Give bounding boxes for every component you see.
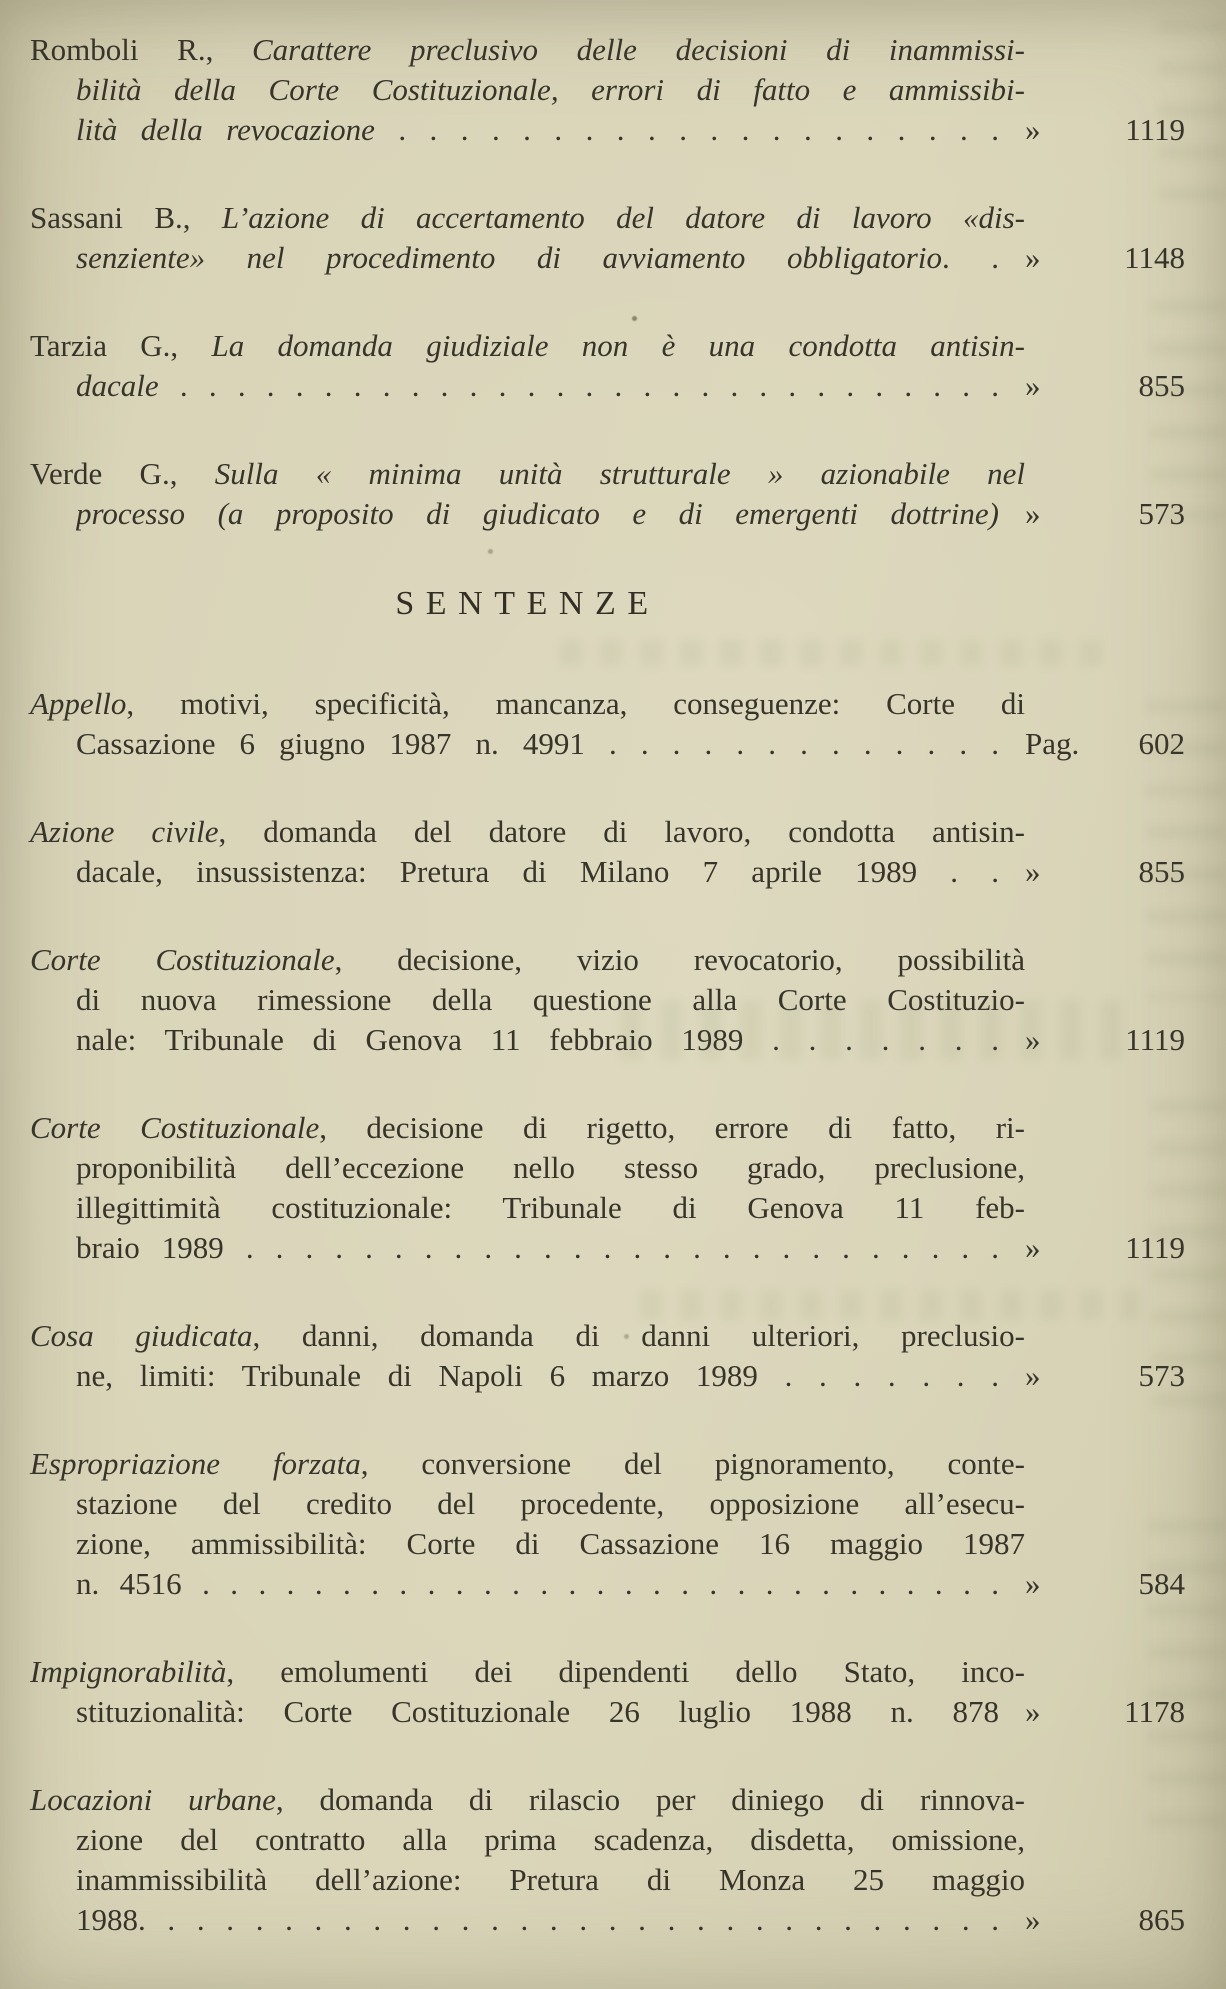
entry-line bbox=[30, 238, 1185, 278]
body-text: Cassazione 6 giugno 1987 n. 4991 bbox=[76, 726, 585, 761]
page-number: 573 bbox=[1138, 1358, 1185, 1393]
page-number: 573 bbox=[1138, 496, 1185, 531]
entry-line bbox=[30, 684, 1025, 724]
entry-line bbox=[30, 366, 1185, 406]
entry-line bbox=[30, 494, 1185, 534]
entry-line bbox=[30, 1188, 1025, 1228]
entry-line bbox=[30, 30, 1025, 70]
body-text: braio 1989 bbox=[76, 1230, 224, 1265]
entry-line bbox=[30, 1484, 1025, 1524]
entry-line bbox=[30, 1564, 1185, 1604]
ref-symbol: » bbox=[1025, 1358, 1041, 1393]
title-text: Sulla « minima unità strutturale » azionabile nel bbox=[214, 456, 1025, 491]
entry-line bbox=[30, 1148, 1025, 1188]
body-text: illegittimità costituzionale: Tribunale di Genova 11 feb- bbox=[76, 1190, 1025, 1225]
entry-line bbox=[30, 198, 1025, 238]
entry-line bbox=[30, 812, 1025, 852]
entry-line bbox=[30, 1228, 1185, 1268]
index-entry bbox=[30, 940, 1185, 1060]
ref-symbol: » bbox=[1025, 1022, 1041, 1057]
entry-line-text bbox=[76, 1900, 1025, 1940]
entry-line bbox=[30, 1108, 1025, 1148]
ref-symbol: » bbox=[1025, 496, 1041, 531]
body-text: . . bbox=[941, 240, 1000, 275]
entry-line bbox=[30, 1820, 1025, 1860]
body-text: , domanda del datore di lavoro, condotta antisin- bbox=[218, 814, 1025, 849]
body-text: , emolumenti dei dipendenti dello Stato, inco- bbox=[226, 1654, 1025, 1689]
entry-line-text bbox=[76, 238, 1025, 278]
title-text: processo (a proposito di giudicato e di emergenti dottrine) bbox=[76, 496, 999, 531]
ink-speck bbox=[624, 1334, 629, 1339]
entry-line-text bbox=[76, 1692, 1025, 1732]
articles-index-section bbox=[30, 30, 1185, 534]
index-entry bbox=[30, 454, 1185, 534]
entry-line bbox=[30, 326, 1025, 366]
entry-line bbox=[30, 1860, 1025, 1900]
ref-symbol: » bbox=[1025, 1902, 1041, 1937]
index-entry bbox=[30, 1316, 1185, 1396]
entry-line bbox=[30, 980, 1025, 1020]
index-entry bbox=[30, 198, 1185, 278]
entry-line bbox=[30, 852, 1185, 892]
body-text: nale: Tribunale di Genova 11 febbraio 1989 bbox=[76, 1022, 744, 1057]
body-text: Romboli R., bbox=[30, 32, 252, 67]
body-text: n. 4516 bbox=[76, 1566, 182, 1601]
entry-line bbox=[30, 1652, 1025, 1692]
index-entry bbox=[30, 812, 1185, 892]
leader-dots: . . . . . . . . . . . . . . . . . . . . bbox=[374, 112, 1000, 147]
entry-line bbox=[30, 1780, 1025, 1820]
body-text: , decisione di rigetto, errore di fatto, ri- bbox=[319, 1110, 1025, 1145]
page-number: 1119 bbox=[1125, 1230, 1185, 1265]
leader-dots: . . . . . . . . . . . . . . . . . . . . . . . . . . . . . bbox=[145, 1902, 999, 1937]
leader-dots: . . . . . . . . . . . . . bbox=[584, 726, 999, 761]
ref-symbol: » bbox=[1025, 1694, 1041, 1729]
ink-speck bbox=[488, 549, 493, 554]
title-text: Corte Costituzionale bbox=[30, 942, 335, 977]
body-text: 1988. bbox=[76, 1902, 146, 1937]
entry-line-text bbox=[76, 110, 1025, 150]
body-text: , decisione, vizio revocatorio, possibilità bbox=[334, 942, 1026, 977]
body-text: stituzionalità: Corte Costituzionale 26 luglio 1988 n. 878 bbox=[76, 1694, 999, 1729]
entry-line bbox=[30, 110, 1185, 150]
body-text: Sassani B., bbox=[30, 200, 222, 235]
entry-line bbox=[30, 1020, 1185, 1060]
sentenze-index-section bbox=[30, 684, 1185, 1940]
ref-symbol: » bbox=[1025, 112, 1041, 147]
body-text: inammissibilità dell’azione: Pretura di Monza 25 maggio bbox=[76, 1862, 1025, 1897]
body-text: Tarzia G., bbox=[30, 328, 212, 363]
ref-symbol: » bbox=[1025, 1230, 1041, 1265]
body-text: zione del contratto alla prima scadenza, disdetta, omissione, bbox=[76, 1822, 1025, 1857]
ink-speck bbox=[632, 316, 637, 321]
page-number: 855 bbox=[1138, 368, 1185, 403]
leader-dots: . . . . . . . . . . . . . . . . . . . . . . . . . . bbox=[223, 1230, 999, 1265]
entry-line bbox=[30, 1692, 1185, 1732]
page-number: 584 bbox=[1138, 1566, 1185, 1601]
entry-line-text bbox=[76, 1356, 1025, 1396]
page-number: 865 bbox=[1138, 1902, 1185, 1937]
title-text: Espropriazione forzata bbox=[30, 1446, 361, 1481]
entry-line bbox=[30, 1900, 1185, 1940]
leader-dots: . . . . . . . . . . . . . . . . . . . . . . . . . . . . . bbox=[158, 368, 999, 403]
entry-line-text bbox=[76, 366, 1025, 406]
title-text: Azione civile bbox=[30, 814, 219, 849]
ref-symbol: Pag. bbox=[1025, 726, 1080, 761]
body-text: stazione del credito del procedente, opposizione all’esecu- bbox=[76, 1486, 1025, 1521]
entry-line-text bbox=[76, 1564, 1025, 1604]
title-text: lità della revocazione bbox=[76, 112, 375, 147]
page-number: 1119 bbox=[1125, 1022, 1185, 1057]
title-text: Corte Costituzionale bbox=[30, 1110, 320, 1145]
body-text: proponibilità dell’eccezione nello stesso grado, preclusione, bbox=[76, 1150, 1025, 1185]
page-number: 1148 bbox=[1124, 240, 1185, 275]
ref-symbol: » bbox=[1025, 240, 1041, 275]
body-text: di nuova rimessione della questione alla Corte Costituzio- bbox=[76, 982, 1025, 1017]
index-entry bbox=[30, 684, 1185, 764]
index-entry bbox=[30, 1780, 1185, 1940]
ref-symbol: » bbox=[1025, 1566, 1041, 1601]
title-text: senziente» nel procedimento di avviamento obbligatorio bbox=[76, 240, 942, 275]
body-text: dacale, insussistenza: Pretura di Milano 7 aprile 1989 . . bbox=[76, 854, 999, 889]
entry-line bbox=[30, 724, 1185, 764]
entry-line bbox=[30, 454, 1025, 494]
index-entry bbox=[30, 1444, 1185, 1604]
title-text: La domanda giudiziale non è una condotta antisin- bbox=[211, 328, 1025, 363]
entry-line bbox=[30, 1524, 1025, 1564]
title-text: Carattere preclusivo delle decisioni di inammissi- bbox=[252, 32, 1025, 67]
entry-line-text bbox=[76, 1228, 1025, 1268]
index-entry bbox=[30, 1108, 1185, 1268]
body-text: ne, limiti: Tribunale di Napoli 6 marzo 1989 bbox=[76, 1358, 758, 1393]
page-number: 1119 bbox=[1125, 112, 1185, 147]
entry-line-text bbox=[76, 1020, 1025, 1060]
body-text: zione, ammissibilità: Corte di Cassazione 16 maggio 1987 bbox=[76, 1526, 1025, 1561]
entry-line bbox=[30, 70, 1025, 110]
index-entry bbox=[30, 30, 1185, 150]
entry-line-text bbox=[76, 724, 1025, 764]
page-number: 1178 bbox=[1124, 1694, 1185, 1729]
leader-dots: . . . . . . . . . . . . . . . . . . . . . . . . . . . . . bbox=[181, 1566, 1000, 1601]
entry-line bbox=[30, 1356, 1185, 1396]
entry-line bbox=[30, 1316, 1025, 1356]
title-text: bilità della Corte Costituzionale, errori di fatto e ammissibi- bbox=[76, 72, 1025, 107]
entry-line-text bbox=[76, 852, 1025, 892]
title-text: dacale bbox=[76, 368, 159, 403]
leader-dots: . . . . . . . bbox=[743, 1022, 999, 1057]
page-number: 602 bbox=[1138, 726, 1185, 761]
title-text: Cosa giudicata bbox=[30, 1318, 253, 1353]
title-text: Locazioni urbane bbox=[30, 1782, 276, 1817]
title-text: Appello bbox=[30, 686, 127, 721]
title-text: L’azione di accertamento del datore di lavoro «dis- bbox=[221, 200, 1026, 235]
body-text: Verde G., bbox=[30, 456, 215, 491]
index-entry bbox=[30, 326, 1185, 406]
body-text: , danni, domanda di danni ulteriori, preclusio- bbox=[252, 1318, 1025, 1353]
section-heading-sentenze: SENTENZE bbox=[395, 585, 660, 622]
entry-line bbox=[30, 940, 1025, 980]
ref-symbol: » bbox=[1025, 368, 1041, 403]
entry-line bbox=[30, 1444, 1025, 1484]
body-text: , motivi, specificità, mancanza, conseguenze: Corte di bbox=[126, 686, 1025, 721]
ref-symbol: » bbox=[1025, 854, 1041, 889]
body-text: , conversione del pignoramento, conte- bbox=[360, 1446, 1025, 1481]
title-text: Impignorabilità bbox=[30, 1654, 227, 1689]
page-number: 855 bbox=[1138, 854, 1185, 889]
entry-line-text bbox=[76, 494, 1025, 534]
index-entry bbox=[30, 1652, 1185, 1732]
body-text: , domanda di rilascio per diniego di rinnova- bbox=[275, 1782, 1025, 1817]
leader-dots: . . . . . . . bbox=[757, 1358, 1000, 1393]
